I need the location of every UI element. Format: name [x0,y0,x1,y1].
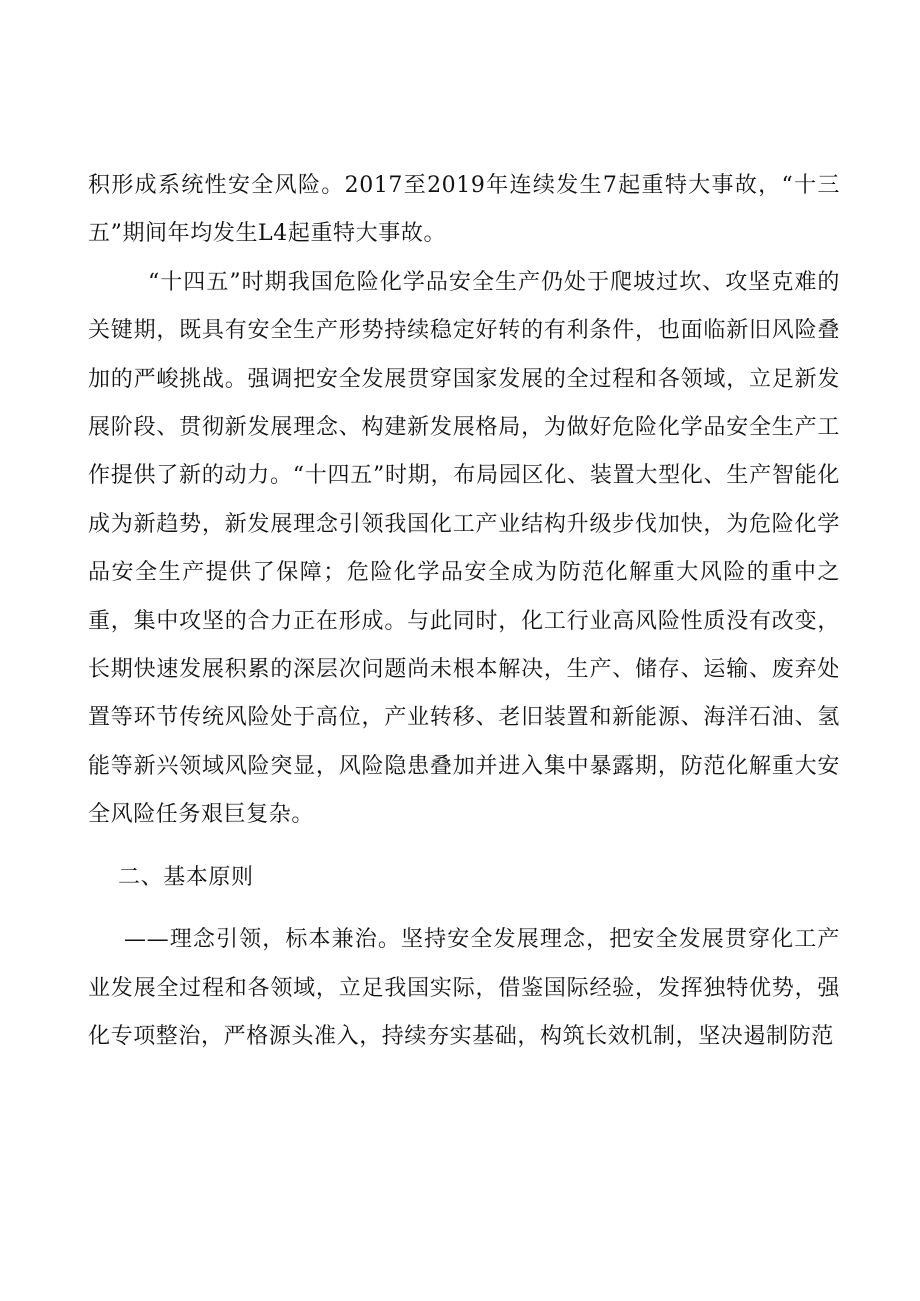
paragraph-situation: “十四五”时期我国危险化学品安全生产仍处于爬坡过坎、攻坚克难的关键期，既具有安全生产形势持续稳定好转的有利条件，也面临新旧风险叠加的严峻挑战。强调把安全发展贯穿国家发展的全过程和各领域，立足新发展阶段、贯彻新发展理念、构建新发展格局，为做好危险化学品安全生产工作提供了新的动力。“十四五”时期，布局园区化、装置大型化、生产智能化成为新趋势，新发展理念引领我国化工产业结构升级步伐加快，为危险化学品安全生产提供了保障；危险化学品安全成为防范化解重大风险的重中之重，集中攻坚的合力正在形成。与此同时，化工行业高风险性质没有改变，长期快速发展积累的深层次问题尚未根本解决，生产、储存、运输、废弃处置等环节传统风险处于高位，产业转移、老旧装置和新能源、海洋石油、氢能等新兴领域风险突显，风险隐患叠加并进入集中暴露期，防范化解重大安全风险任务艰巨复杂。 [88,269,840,828]
paragraph-principle: ——理念引领，标本兼治。坚持安全发展理念，把安全发展贯穿化工产业发展全过程和各领域，立足我国实际，借鉴国际经验，发挥独特优势，强化专项整治，严格源头准入，持续夯实基础，构筑长效机制，坚决遏制防范 [88,927,840,1049]
paragraph-continuation: 积形成系统性安全风险。2017至2019年连续发生7起重特大事故，“十三五”期间年均发生L4起重特大事故。 [88,173,840,247]
document-body [88,162,840,1061]
section-heading: 二、基本原则 [118,864,254,890]
